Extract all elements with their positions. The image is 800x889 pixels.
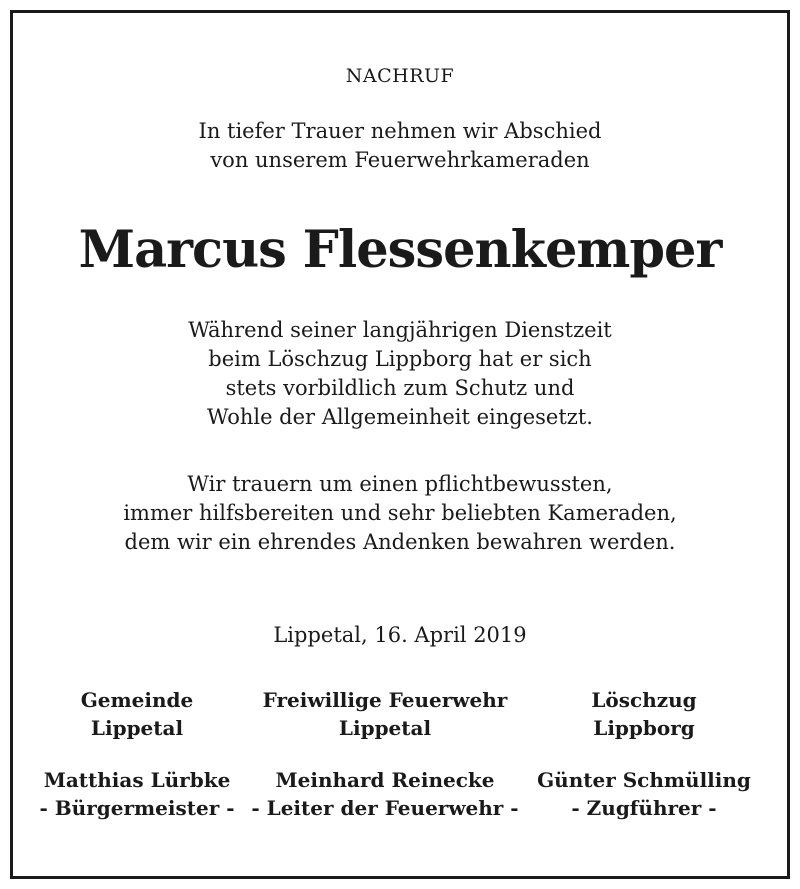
paragraph-line: Wohle der Allgemeinheit eingesetzt. — [207, 405, 593, 429]
organization-loeschzug — [530, 686, 758, 742]
signer-role: - Bürgermeister - — [39, 796, 235, 820]
tribute-paragraph-service — [0, 316, 800, 432]
tribute-paragraph-mourning — [0, 470, 800, 557]
paragraph-line: Während seiner langjährigen Dienstzeit — [188, 318, 612, 342]
signer-fire-chief — [240, 766, 530, 822]
obituary-heading: NACHRUF — [345, 65, 455, 87]
signer-name: Günter Schmülling — [537, 768, 751, 792]
paragraph-line: Wir trauern um einen pflichtbewussten, — [187, 472, 613, 496]
organization-feuerwehr — [240, 686, 530, 742]
organization-line: Löschzug — [591, 688, 697, 712]
organization-line: Lippetal — [338, 716, 432, 740]
organization-line: Gemeinde — [80, 688, 194, 712]
intro-line: von unserem Feuerwehrkameraden — [210, 148, 590, 172]
signer-name: Matthias Lürbke — [43, 768, 231, 792]
intro-text — [0, 117, 800, 175]
signer-mayor — [37, 766, 237, 822]
organization-gemeinde — [37, 686, 237, 742]
organization-line: Lippborg — [593, 716, 695, 740]
intro-line: In tiefer Trauer nehmen wir Abschied — [198, 119, 602, 143]
place-and-date: Lippetal, 16. April 2019 — [273, 623, 527, 647]
organization-line: Freiwillige Feuerwehr — [262, 688, 508, 712]
signer-role: - Zugführer - — [571, 796, 717, 820]
paragraph-line: beim Löschzug Lippborg hat er sich — [208, 347, 592, 371]
paragraph-line: stets vorbildlich zum Schutz und — [225, 376, 575, 400]
signer-role: - Leiter der Feuerwehr - — [251, 796, 519, 820]
signer-platoon-leader — [530, 766, 758, 822]
paragraph-line: immer hilfsbereiten und sehr beliebten Kameraden, — [123, 501, 677, 525]
organization-line: Lippetal — [90, 716, 184, 740]
signer-name: Meinhard Reinecke — [275, 768, 495, 792]
paragraph-line: dem wir ein ehrendes Andenken bewahren werden. — [124, 530, 676, 554]
deceased-name: Marcus Flessenkemper — [78, 220, 722, 280]
